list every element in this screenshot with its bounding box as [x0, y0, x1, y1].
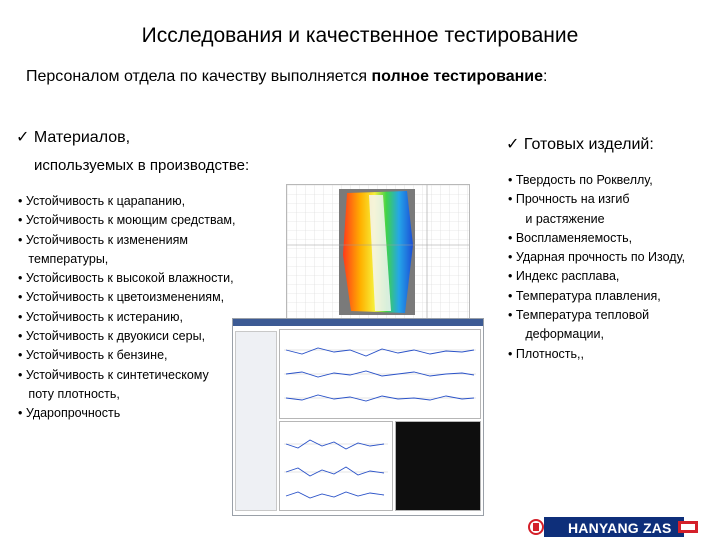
subtitle-bold: полное тестирование [371, 68, 543, 85]
list-item: • Устойчивость к синтетическому [18, 367, 209, 382]
list-item: • Устойчивость к истеранию, [18, 309, 183, 324]
list-item: • Плотность,, [508, 346, 584, 361]
list-item: • Ударопрочность [18, 406, 121, 421]
line-plot-1-graphic [280, 330, 480, 418]
list-item: • Устойчивость к двуокиси серы, [18, 329, 206, 344]
company-logo [528, 516, 698, 538]
list-item: • Устойчивость к моющим средствам, [18, 213, 236, 228]
logo-banner [544, 517, 684, 537]
materials-subheading: используемых в производстве: [34, 157, 250, 174]
list-item: • Ударная прочность по Изоду, [508, 250, 686, 265]
list-item: • Твердость по Роквеллу, [508, 173, 653, 187]
list-item: деформации, [508, 327, 604, 342]
list-item: • Устойчивость к изменениям [18, 232, 188, 247]
list-item: • Устойчивость к цветоизменениям, [18, 290, 225, 305]
subtitle-suffix: : [542, 68, 548, 85]
software-window-image [232, 318, 484, 516]
list-item: поту плотность, [18, 386, 120, 401]
list-item: • Устойчивость к бензине, [18, 348, 168, 363]
list-item: • Воспламеняемость, [508, 230, 633, 245]
dark-plot [395, 421, 481, 511]
list-item: температуры, [18, 251, 109, 266]
logo-text: HANYANG ZAS [568, 520, 672, 536]
list-item: • Температура тепловой [508, 308, 650, 323]
list-item: • Устойсивость к высокой влажности, [18, 271, 234, 286]
materials-list [18, 192, 236, 424]
products-heading: ✓ Готовых изделий: [506, 136, 654, 153]
list-item: • Температура плавления, [508, 288, 661, 303]
window-left-panel [235, 331, 277, 511]
line-plot-1 [279, 329, 481, 419]
subtitle-prefix: Персоналом отдела по качеству выполняется [26, 68, 372, 85]
list-item: и растяжение [508, 211, 605, 226]
logo-emblem-icon [528, 518, 544, 536]
window-titlebar [233, 319, 483, 326]
products-list [508, 171, 685, 364]
list-item: • Индекс расплава, [508, 269, 620, 284]
logo-mark-icon [678, 518, 698, 536]
page-title: Исследования и качественное тестирование [141, 24, 579, 47]
heatmap-graphic [287, 185, 469, 323]
materials-heading: ✓ Материалов, [16, 129, 131, 146]
heatmap-test-image [286, 184, 470, 324]
list-item: • Прочность на изгиб [508, 192, 630, 207]
list-item: • Устойчивость к царапанию, [18, 194, 186, 208]
line-plot-2-graphic [280, 422, 392, 510]
line-plot-2 [279, 421, 393, 511]
subtitle [26, 68, 547, 86]
